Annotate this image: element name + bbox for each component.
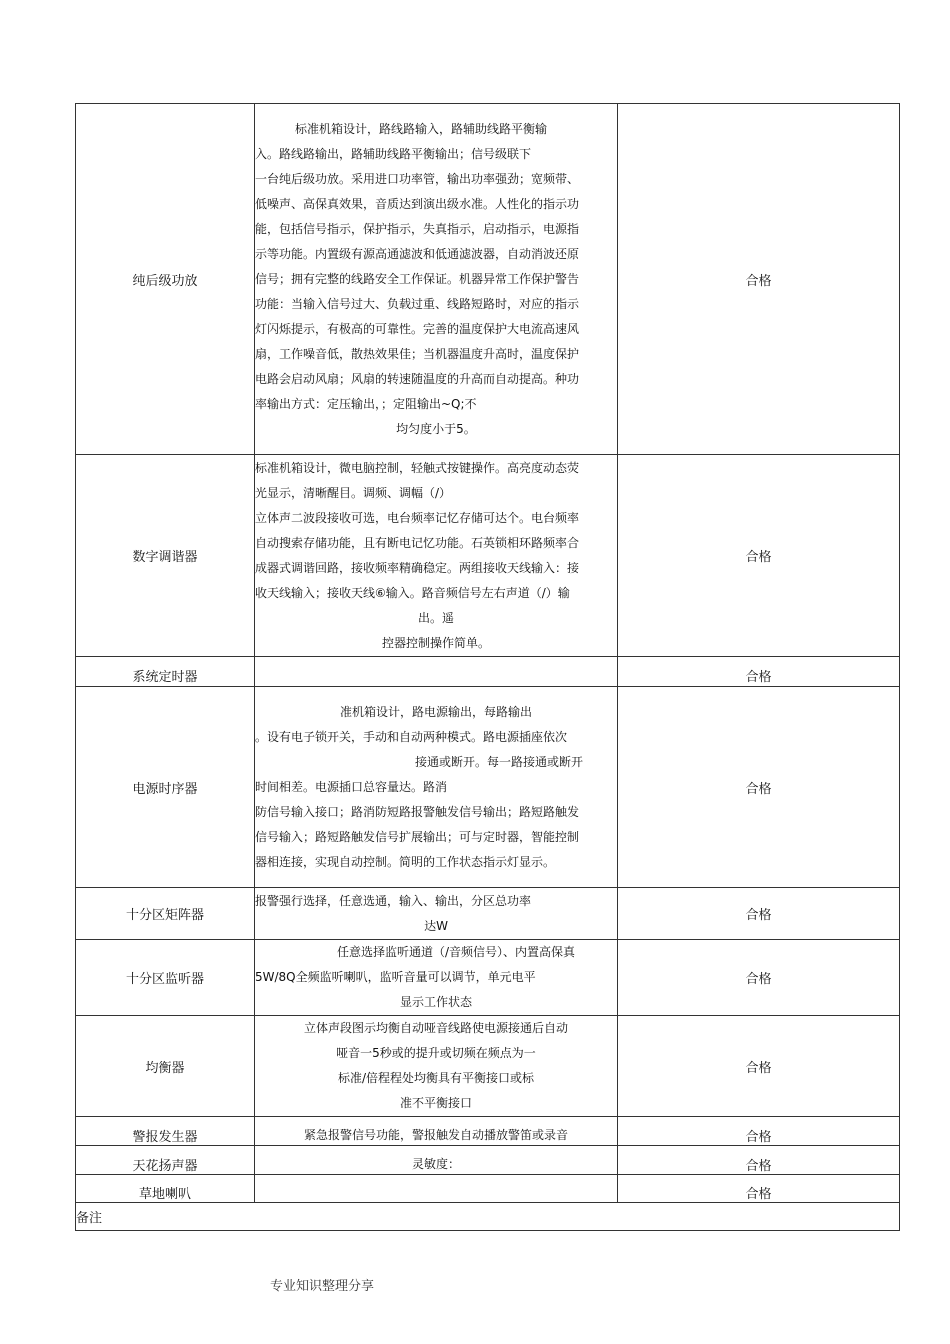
equipment-name: 系统定时器 bbox=[132, 670, 198, 685]
description-line: 时间相差。电源插口总容量达。路消 bbox=[255, 779, 448, 794]
equipment-name: 草地喇叭 bbox=[138, 1187, 191, 1202]
equipment-name-cell bbox=[76, 1117, 255, 1146]
equipment-name: 警报发生器 bbox=[132, 1129, 198, 1145]
inspection-result-cell bbox=[618, 1146, 900, 1175]
description-line: 扇，工作噪音低，散热效果佳；当机器温度升高时，温度保护 bbox=[255, 346, 580, 361]
table-row bbox=[76, 1175, 900, 1203]
description-line: 标准机箱设计，微电脑控制，轻触式按键操作。高亮度动态荧 bbox=[255, 460, 580, 475]
inspection-result: 合格 bbox=[745, 908, 772, 923]
description-line: 均匀度小于5。 bbox=[396, 421, 476, 436]
inspection-result: 合格 bbox=[745, 1129, 772, 1145]
description-line: 收天线输入；接收天线⑥输入。路音频信号左右声道（/）输 bbox=[255, 585, 570, 600]
description-line: 任意选择监听通道（/音频信号）、内置高保真 bbox=[336, 945, 576, 959]
description-line: 。设有电子锁开关，手动和自动两种模式。路电源插座依次 bbox=[255, 729, 568, 744]
description-line: 示等功能。内置级有源高通滤波和低通滤波器，自动消波还原 bbox=[255, 246, 580, 261]
table-row bbox=[76, 888, 900, 940]
description-line: 出。遥 bbox=[417, 610, 454, 625]
description-line: 能，包括信号指示，保护指示，失真指示，启动指示，电源指 bbox=[255, 221, 580, 236]
description-line: 防信号输入接口；路消防短路报警触发信号输出；路短路触发 bbox=[255, 804, 580, 819]
equipment-description-cell bbox=[255, 455, 618, 657]
equipment-name-cell bbox=[76, 104, 255, 455]
table-row bbox=[76, 1117, 900, 1146]
inspection-result: 合格 bbox=[745, 550, 772, 565]
description-line: 器相连接，实现自动控制。简明的工作状态指示灯显示。 bbox=[255, 854, 556, 869]
equipment-name: 十分区监听器 bbox=[125, 972, 204, 987]
inspection-result-cell bbox=[618, 1175, 900, 1203]
inspection-result-cell bbox=[618, 455, 900, 657]
description-line: 立体声二波段接收可选，电台频率记忆存储可达个。电台频率 bbox=[255, 510, 580, 525]
equipment-spec-table bbox=[75, 103, 900, 1231]
equipment-name-cell bbox=[76, 1175, 255, 1203]
table-row bbox=[76, 687, 900, 888]
equipment-description-cell bbox=[255, 1117, 618, 1146]
description-line: 标准机箱设计，路线路输入，路辅助线路平衡输 bbox=[295, 121, 548, 136]
description-line: 信号；拥有完整的线路安全工作保证。机器异常工作保护警告 bbox=[255, 271, 580, 286]
remark-label: 备注 bbox=[76, 1203, 900, 1231]
inspection-result-cell bbox=[618, 657, 900, 687]
inspection-result: 合格 bbox=[745, 1158, 772, 1174]
description-line: 达W bbox=[424, 918, 448, 933]
inspection-result-cell bbox=[618, 1016, 900, 1117]
description-line: 低噪声、高保真效果，音质达到演出级水准。人性化的指示功 bbox=[255, 196, 580, 211]
equipment-name-cell bbox=[76, 1016, 255, 1117]
description-line: 哑音一5秒或的提升或切频在频点为一 bbox=[336, 1046, 536, 1060]
inspection-result: 合格 bbox=[745, 781, 772, 797]
equipment-name-cell bbox=[76, 1146, 255, 1175]
description-line: 报警强行选择，任意选通，输入、输出，分区总功率 bbox=[255, 893, 532, 908]
description-line: 灯闪烁提示，有极高的可靠性。完善的温度保护大电流高速风 bbox=[255, 321, 580, 336]
inspection-result-cell bbox=[618, 888, 900, 940]
inspection-result: 合格 bbox=[745, 670, 772, 685]
equipment-name-cell bbox=[76, 888, 255, 940]
equipment-name: 纯后级功放 bbox=[132, 273, 198, 289]
table-row bbox=[76, 1146, 900, 1175]
equipment-name: 电源时序器 bbox=[132, 781, 198, 797]
description-line: 入。路线路输出，路辅助线路平衡输出；信号级联下 bbox=[255, 146, 532, 161]
description-line: 率输出方式：定压输出，；定阻输出~Q;不 bbox=[255, 396, 477, 411]
equipment-name-cell bbox=[76, 455, 255, 657]
inspection-result: 合格 bbox=[745, 1187, 772, 1202]
equipment-description-cell bbox=[255, 687, 618, 888]
equipment-description-cell bbox=[255, 940, 618, 1016]
description-line: 紧急报警信号功能，警报触发自动播放警笛或录音 bbox=[303, 1127, 568, 1142]
table-row bbox=[76, 940, 900, 1016]
description-line: 成器式调谐回路，接收频率精确稳定。两组接收天线输入：接 bbox=[255, 560, 580, 575]
table-row bbox=[76, 104, 900, 455]
inspection-result: 合格 bbox=[745, 1060, 772, 1076]
inspection-result-cell bbox=[618, 687, 900, 888]
equipment-description-cell bbox=[255, 1146, 618, 1175]
inspection-result: 合格 bbox=[745, 972, 772, 987]
inspection-result-cell bbox=[618, 940, 900, 1016]
inspection-result-cell bbox=[618, 1117, 900, 1146]
description-line: 信号输入；路短路触发信号扩展输出；可与定时器，智能控制 bbox=[255, 829, 580, 844]
equipment-description-cell bbox=[255, 888, 618, 940]
description-line: 标准/倍程程处均衡具有平衡接口或标 bbox=[337, 1071, 535, 1085]
table-row bbox=[76, 455, 900, 657]
description-line: 控器控制操作简单。 bbox=[381, 635, 490, 650]
description-line: 功能：当输入信号过大、负载过重、线路短路时，对应的指示 bbox=[255, 296, 580, 311]
equipment-name: 均衡器 bbox=[145, 1060, 185, 1076]
inspection-result-cell bbox=[618, 104, 900, 455]
equipment-description-cell bbox=[255, 657, 618, 687]
description-line: 准机箱设计，路电源输出，每路输出 bbox=[339, 704, 532, 719]
equipment-name-cell bbox=[76, 687, 255, 888]
equipment-description-cell bbox=[255, 104, 618, 455]
inspection-result: 合格 bbox=[745, 273, 772, 289]
description-line: 灵敏度： bbox=[411, 1156, 460, 1171]
equipment-name: 十分区矩阵器 bbox=[125, 908, 204, 923]
equipment-description-cell bbox=[255, 1016, 618, 1117]
description-line: 一台纯后级功放。采用进口功率管，输出功率强劲；宽频带、 bbox=[255, 171, 580, 186]
footer-text: 专业知识整理分享 bbox=[270, 1279, 375, 1294]
equipment-name-cell bbox=[76, 940, 255, 1016]
description-line: 自动搜索存储功能，且有断电记忆功能。石英锁相环路频率合 bbox=[255, 535, 580, 550]
table-row bbox=[76, 657, 900, 687]
description-line: 接通或断开。每一路接通或断开 bbox=[415, 754, 584, 769]
equipment-name: 数字调谐器 bbox=[132, 550, 198, 565]
description-line: 电路会启动风扇；风扇的转速随温度的升高而自动提高。种功 bbox=[255, 371, 580, 386]
equipment-name: 天花扬声器 bbox=[132, 1158, 198, 1174]
equipment-name-cell bbox=[76, 657, 255, 687]
table-row bbox=[76, 1016, 900, 1117]
description-line: 准不平衡接口 bbox=[399, 1096, 472, 1110]
description-line: 显示工作状态 bbox=[399, 995, 472, 1009]
remark-row bbox=[76, 1203, 900, 1231]
equipment-description-cell bbox=[255, 1175, 618, 1203]
description-line: 5W/8Q全频监听喇叭，监听音量可以调节，单元电平 bbox=[255, 970, 536, 984]
description-line: 立体声段图示均衡自动哑音线路使电源接通后自动 bbox=[303, 1021, 568, 1035]
description-line: 光显示，清晰醒目。调频、调幅（/） bbox=[255, 485, 452, 500]
